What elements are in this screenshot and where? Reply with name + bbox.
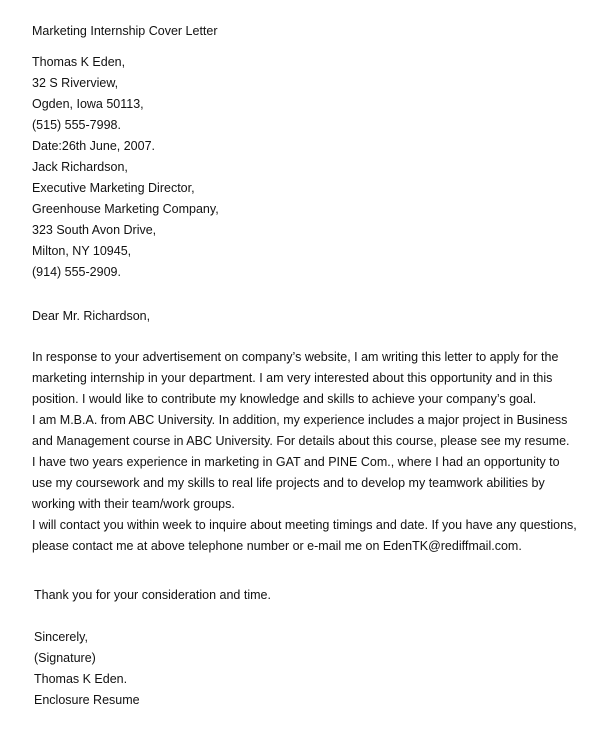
body-line: position. I would like to contribute my knowledge and skills to achieve your company’s goal. (32, 392, 537, 406)
body-line: and Management course in ABC University. For details about this course, please see my resume. (32, 434, 570, 448)
address-line: 323 South Avon Drive, (32, 223, 157, 237)
address-block (32, 52, 577, 283)
thanks-line: Thank you for your consideration and time. (34, 588, 271, 602)
body-line: marketing internship in your department. I am very interested about this opportunity and in this (32, 371, 553, 385)
address-line: (515) 555-7998. (32, 118, 121, 132)
body-line: I am M.B.A. from ABC University. In addition, my experience includes a major project in Business (32, 413, 568, 427)
address-line: Ogden, Iowa 50113, (32, 97, 144, 111)
enclosure-note: Enclosure Resume (34, 693, 140, 707)
thanks-block (34, 585, 579, 606)
body-line: In response to your advertisement on company’s website, I am writing this letter to apply for the (32, 350, 559, 364)
signoff-line: Sincerely, (34, 630, 88, 644)
body-line: use my coursework and my skills to real life projects and to develop my teamwork abilities by (32, 476, 545, 490)
signature-placeholder: (Signature) (34, 651, 96, 665)
document-title: Marketing Internship Cover Letter (32, 24, 218, 38)
body-line: please contact me at above telephone number or e-mail me on EdenTK@rediffmail.com. (32, 539, 522, 553)
address-line: 32 S Riverview, (32, 76, 119, 90)
salutation: Dear Mr. Richardson, (32, 309, 151, 323)
address-line: Jack Richardson, (32, 160, 128, 174)
signoff-block (34, 627, 579, 711)
signoff-name: Thomas K Eden. (34, 672, 128, 686)
address-line: Thomas K Eden, (32, 55, 126, 69)
letter-body (32, 347, 577, 557)
body-line: I will contact you within week to inquire about meeting timings and date. If you have any questions, (32, 518, 577, 532)
address-line: Greenhouse Marketing Company, (32, 202, 219, 216)
salutation-block (32, 306, 577, 327)
address-line: Executive Marketing Director, (32, 181, 195, 195)
address-line: (914) 555-2909. (32, 265, 121, 279)
body-line: I have two years experience in marketing in GAT and PINE Com., where I had an opportunity to (32, 455, 560, 469)
date-line: Date:26th June, 2007. (32, 139, 156, 153)
body-line: working with their team/work groups. (32, 497, 235, 511)
address-line: Milton, NY 10945, (32, 244, 132, 258)
